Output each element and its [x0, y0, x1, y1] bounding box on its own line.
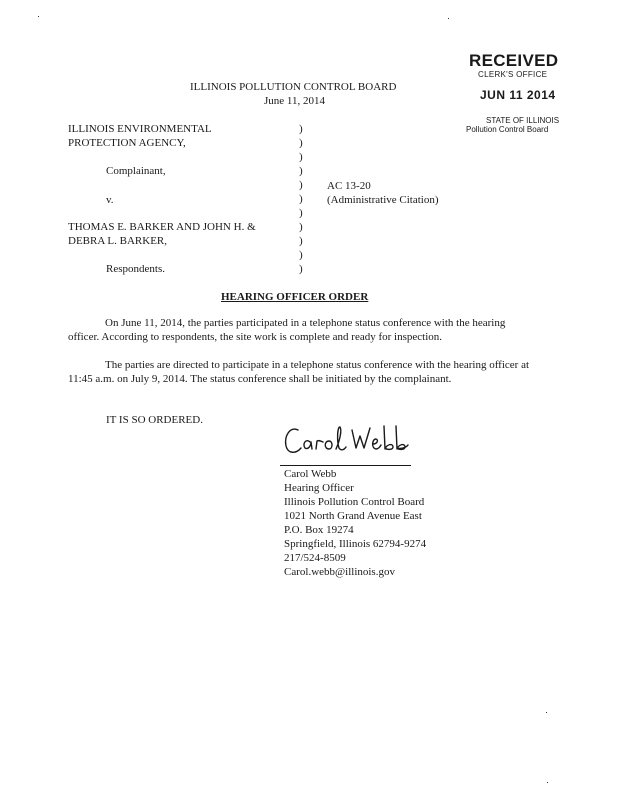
order-title: HEARING OFFICER ORDER [221, 291, 369, 303]
order-closing: IT IS SO ORDERED. [106, 414, 203, 426]
caption-paren: ) [299, 263, 303, 275]
scan-speck [546, 712, 547, 713]
caption-paren: ) [299, 151, 303, 163]
order-paragraph-1-text: On June 11, 2014, the parties participated in a telephone status conference with the hearing officer. According to respondents, the site work is complete and ready for inspection. [68, 317, 506, 343]
scan-speck [38, 16, 39, 17]
header-date: June 11, 2014 [264, 95, 326, 107]
signer-po-box: P.O. Box 19274 [284, 524, 354, 536]
signer-street: 1021 North Grand Avenue East [284, 510, 422, 522]
case-type: (Administrative Citation) [327, 194, 439, 206]
received-stamp-title: RECEIVED [469, 51, 559, 70]
respondent-role: Respondents. [106, 263, 165, 275]
case-number: AC 13-20 [327, 180, 371, 192]
handwritten-signature-icon [280, 418, 420, 464]
signer-name: Carol Webb [284, 468, 337, 480]
caption-paren: ) [299, 165, 303, 177]
signer-title: Hearing Officer [284, 482, 354, 494]
caption-paren: ) [299, 207, 303, 219]
complainant-role: Complainant, [106, 165, 166, 177]
complainant-name-line2: PROTECTION AGENCY, [68, 137, 186, 149]
order-paragraph-1 [68, 316, 526, 344]
signature-image [280, 418, 420, 464]
complainant-name-line1: ILLINOIS ENVIRONMENTAL [68, 123, 212, 135]
caption-paren: ) [299, 123, 303, 135]
caption-paren: ) [299, 249, 303, 261]
received-stamp-date: JUN 11 2014 [480, 88, 556, 102]
signer-organization: Illinois Pollution Control Board [284, 496, 425, 508]
respondent-name-line2: DEBRA L. BARKER, [68, 235, 168, 247]
signer-city: Springfield, Illinois 62794-9274 [284, 538, 427, 550]
respondent-name-line1: THOMAS E. BARKER AND JOHN H. & [68, 221, 256, 233]
signature-line [280, 465, 411, 466]
scan-speck [448, 18, 449, 19]
order-paragraph-2-text: The parties are directed to participate in a telephone status conference with the hearing officer at 11:45 a.m. on July 9, 2014. The status conference shall be initiated by the complainant. [68, 359, 530, 385]
received-stamp-office: CLERK'S OFFICE [478, 70, 548, 79]
scan-speck [547, 782, 548, 783]
order-paragraph-2 [68, 358, 530, 386]
caption-paren: ) [299, 137, 303, 149]
caption-paren: ) [299, 221, 303, 233]
versus: v. [106, 194, 114, 206]
signer-phone: 217/524-8509 [284, 552, 346, 564]
caption-paren: ) [299, 179, 303, 191]
signer-email: Carol.webb@illinois.gov [284, 566, 395, 578]
caption-paren: ) [299, 235, 303, 247]
received-stamp-board: Pollution Control Board [466, 125, 549, 134]
board-heading: ILLINOIS POLLUTION CONTROL BOARD [190, 81, 397, 93]
caption-paren: ) [299, 193, 303, 205]
received-stamp-state: STATE OF ILLINOIS [486, 116, 560, 125]
